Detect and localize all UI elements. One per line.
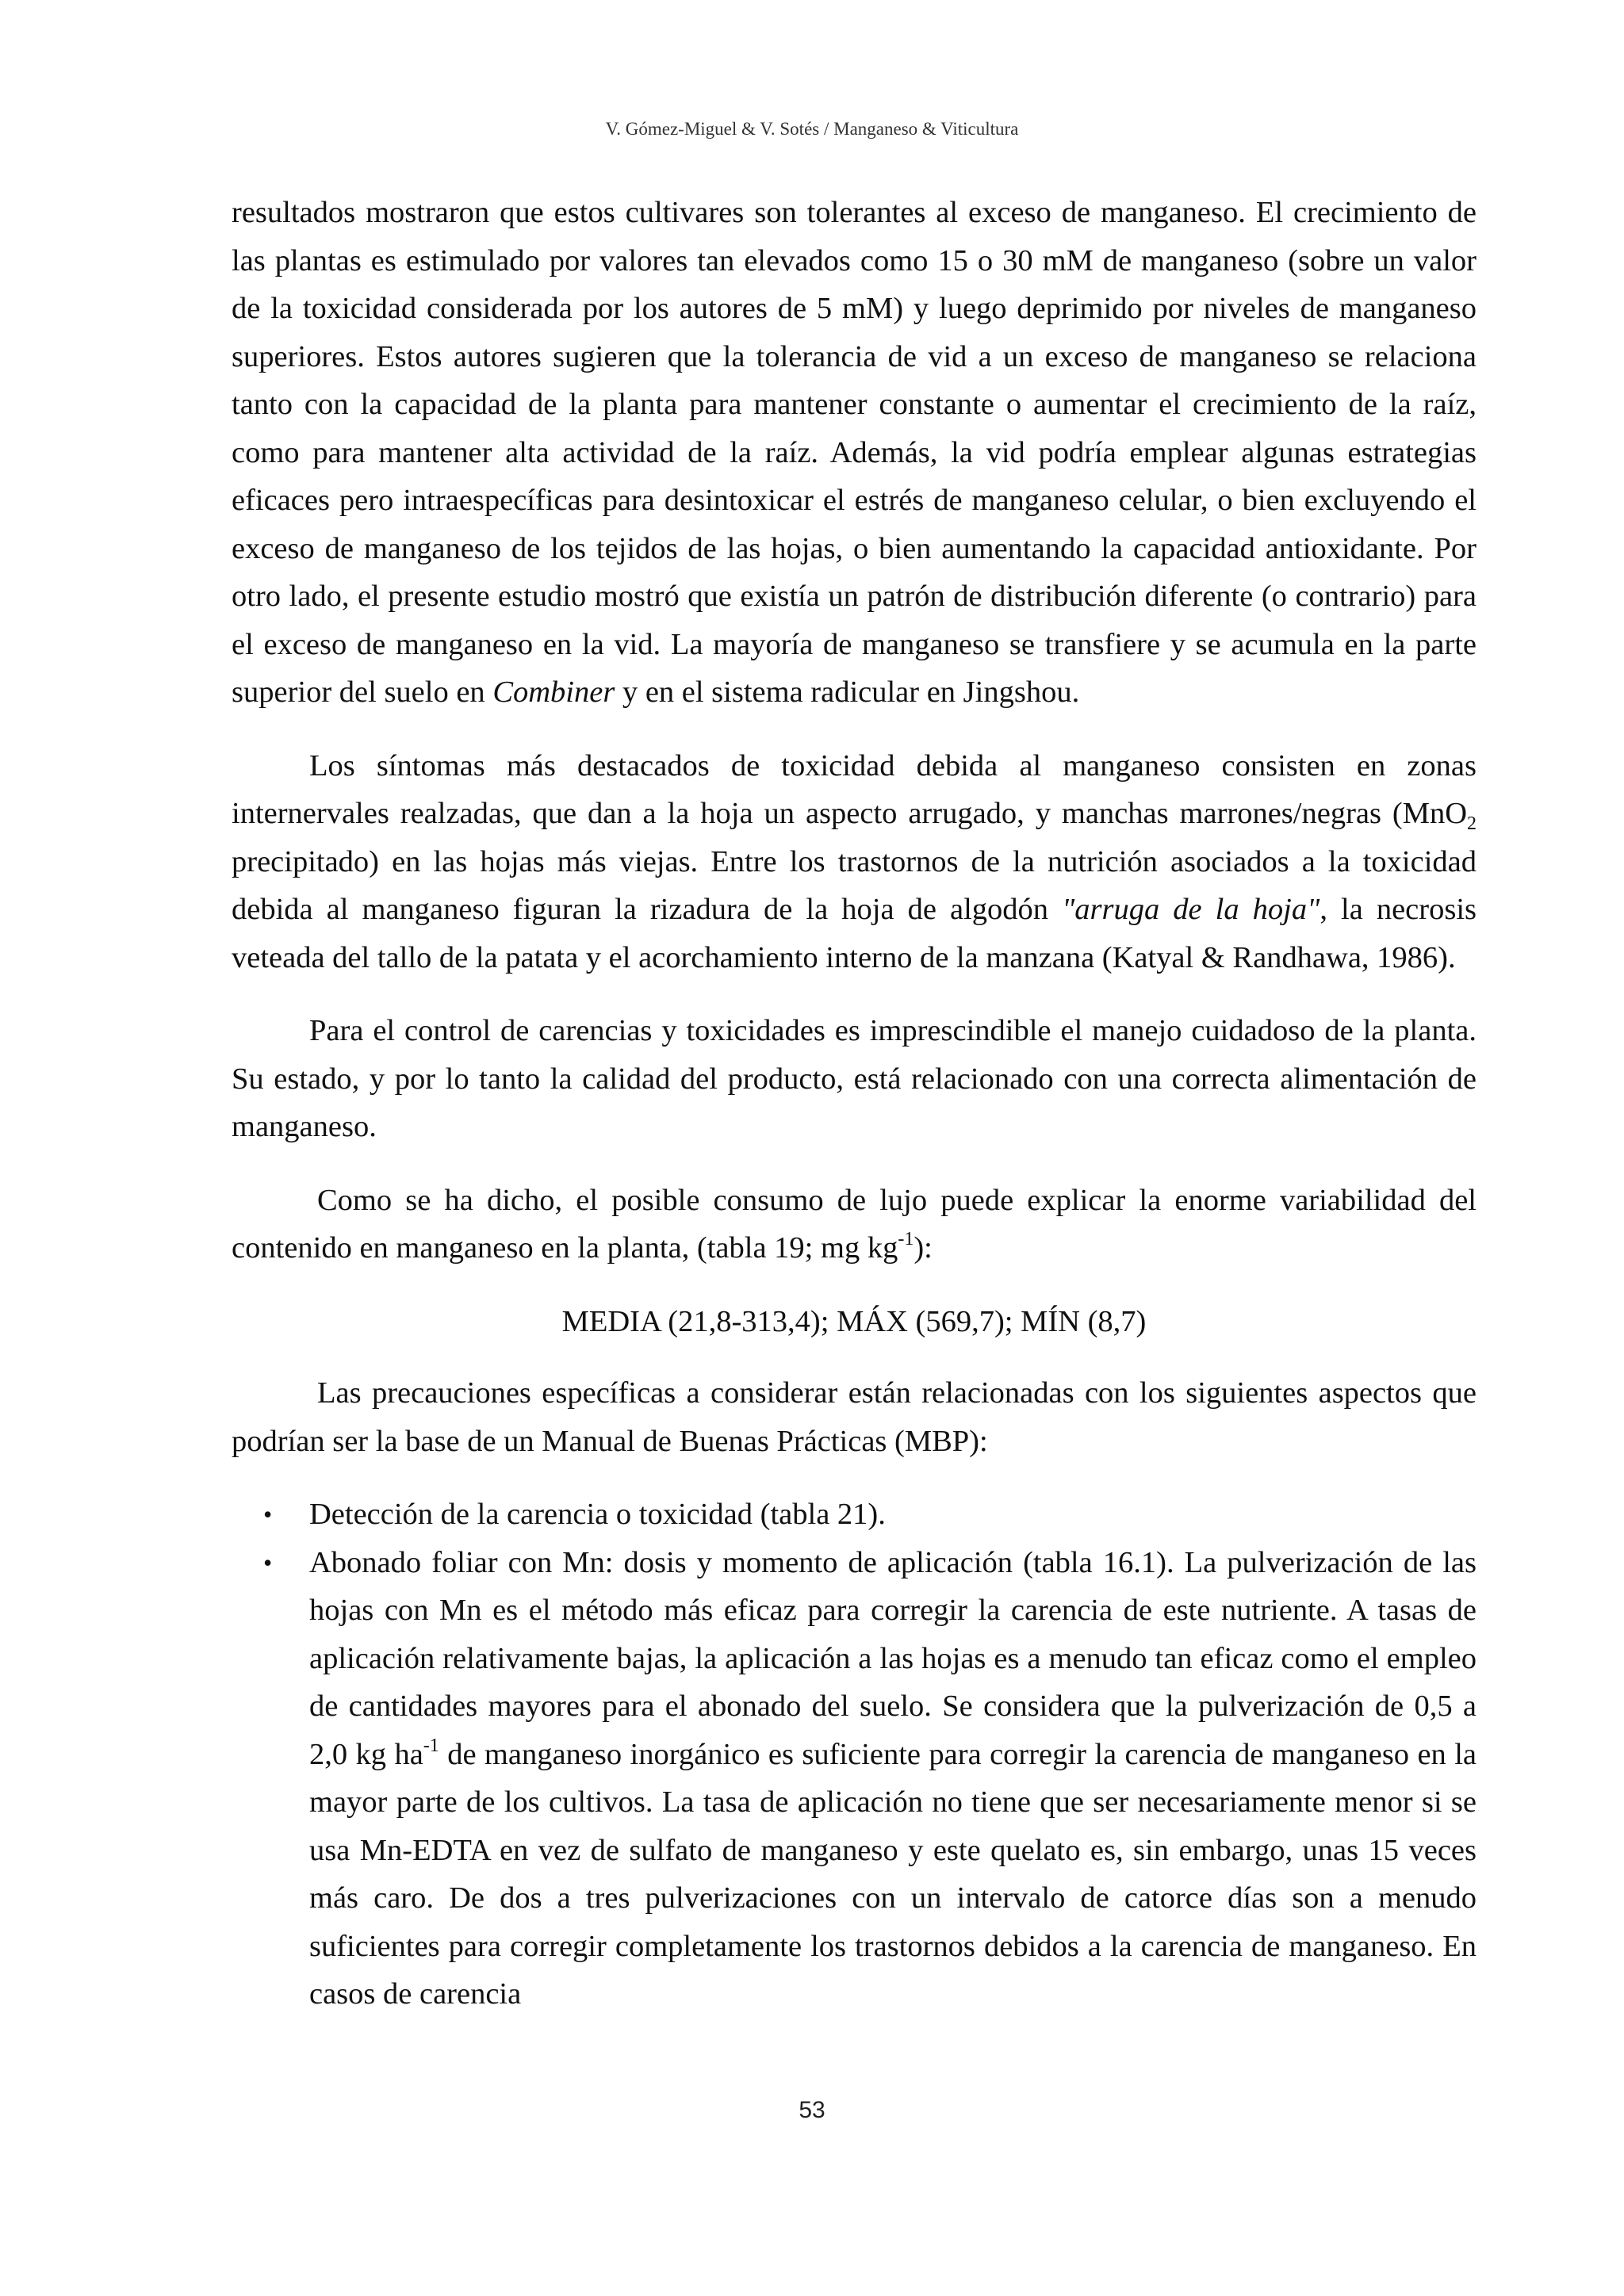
- list-item: [263, 1539, 1477, 2019]
- paragraph-2-text-b: precipitado) en las hojas más viejas. Entre los trastornos de la nutrición asociados a la toxicidad debida al manganeso figuran la rizadura de la hoja de algodón: [232, 844, 1477, 926]
- paragraph-1-text-b: y en el sistema radicular en Jingshou.: [615, 675, 1080, 709]
- paragraph-1-italic: Combiner: [492, 675, 615, 709]
- list-item: [263, 1490, 1477, 1539]
- paragraph-2-italic: "arruga de la hoja": [1062, 893, 1320, 926]
- running-header: V. Gómez-Miguel & V. Sotés / Manganeso & Viticultura: [605, 119, 1019, 139]
- bullet-list: [232, 1490, 1477, 2019]
- body-text: [232, 189, 1477, 2019]
- list-item-text: Detección de la carencia o toxicidad (tabla 21).: [309, 1498, 886, 1531]
- paragraph-2: [232, 742, 1477, 982]
- paragraph-1-text-a: resultados mostraron que estos cultivares son tolerantes al exceso de manganeso. El crecimiento de las plantas es estimulado por valores tan elevados como 15 o 30 mM de manganeso (sobre un valor de la toxicidad considerada por los autores de 5 mM) y luego deprimido por niveles de manganeso superiores. Estos autores sugieren que la tolerancia de vid a un exceso de manganeso se relaciona tanto con la capacidad de la planta para mantener constante o aumentar el crecimiento de la raíz, como para mantener alta actividad de la raíz. Además, la vid podría emplear algunas estrategias eficaces pero intraespecíficas para desintoxicar el estrés de manganeso celular, o bien excluyendo el exceso de manganeso de los tejidos de las hojas, o bien aumentando la capacidad antioxidante. Por otro lado, el presente estudio mostró que existía un patrón de distribución diferente (o contrario) para el exceso de manganeso en la vid. La mayoría de manganeso se transfiere y se acumula en la parte superior del suelo en: [232, 196, 1477, 709]
- paragraph-2-text-c: , la necrosis veteada del tallo de la patata y el acorchamiento interno de la manzana (Katyal & Randhawa, 1986).: [232, 893, 1477, 974]
- page-number: 53: [799, 2097, 825, 2123]
- paragraph-3: Para el control de carencias y toxicidades es imprescindible el manejo cuidadoso de la planta. Su estado, y por lo tanto la calidad del producto, está relacionado con una correcta alimentación de manganeso.: [232, 1014, 1477, 1143]
- list-item-text-b: de manganeso inorgánico es suficiente para corregir la carencia de manganeso en la mayor parte de los cultivos. La tasa de aplicación no tiene que ser necesariamente menor si se usa Mn-EDTA en vez de sulfato de manganeso y este quelato es, sin embargo, unas 15 veces más caro. De dos a tres pulverizaciones con un intervalo de catorce días son a menudo suficientes para corregir completamente los trastornos debidos a la carencia de manganeso. En casos de carencia: [309, 1737, 1477, 2011]
- paragraph-6: Las precauciones específicas a considerar están relacionadas con los siguientes aspectos que podrían ser la base de un Manual de Buenas Prácticas (MBP):: [232, 1376, 1477, 1458]
- paragraph-2-subscript: 2: [1467, 813, 1477, 834]
- paragraph-2-text-a: Los síntomas más destacados de toxicidad debida al manganeso consisten en zonas internervales realzadas, que dan a la hoja un aspecto arrugado, y manchas marrones/negras (MnO: [232, 748, 1477, 830]
- paragraph-4-text-b: ):: [914, 1231, 933, 1265]
- paragraph-1: [232, 189, 1477, 717]
- bullet-icon: •: [263, 1548, 273, 1577]
- paragraph-4-text-a: Como se ha dicho, el posible consumo de lujo puede explicar la enorme variabilidad del contenido en manganeso en la planta, (tabla 19; mg kg: [232, 1183, 1477, 1265]
- bullet-icon: •: [263, 1500, 273, 1529]
- paragraph-4: [232, 1177, 1477, 1272]
- list-item-superscript: -1: [423, 1735, 439, 1756]
- paragraph-4-superscript: -1: [898, 1229, 914, 1249]
- statistics-line: MEDIA (21,8-313,4); MÁX (569,7); MÍN (8,7): [561, 1304, 1147, 1338]
- list-item-text-a: Abonado foliar con Mn: dosis y momento de aplicación (tabla 16.1). La pulverización de las hojas con Mn es el método más eficaz para corregir la carencia de este nutriente. A tasas de aplicación relativamente bajas, la aplicación a las hojas es a menudo tan eficaz como el empleo de cantidades mayores para el abonado del suelo. Se considera que la pulverización de 0,5 a 2,0 kg ha: [309, 1545, 1477, 1771]
